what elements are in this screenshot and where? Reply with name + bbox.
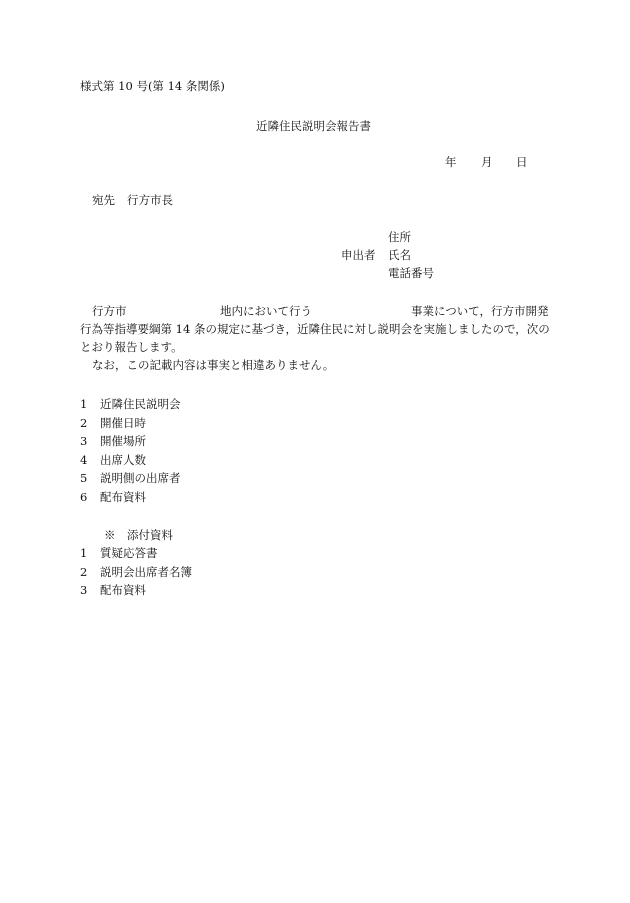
date-month-label: 月 xyxy=(481,155,493,169)
document-title: 近隣住民説明会報告書 xyxy=(256,119,371,133)
item-number: 5 xyxy=(80,471,88,485)
applicant-label: 申出者 xyxy=(341,248,376,262)
item-label: 開催日時 xyxy=(100,416,146,430)
item-row xyxy=(80,473,181,485)
item-label: 出席人数 xyxy=(100,453,146,467)
attachment-number: 1 xyxy=(80,546,88,560)
item-number: 3 xyxy=(80,434,88,448)
attachment-row xyxy=(80,567,192,579)
item-label: 近隣住民説明会 xyxy=(100,397,181,411)
item-row xyxy=(80,399,181,411)
attachment-label: 配布資料 xyxy=(100,583,146,597)
attachment-number: 2 xyxy=(80,565,88,579)
date-day-label: 日 xyxy=(516,155,528,169)
attachment-row xyxy=(80,585,146,597)
applicant-name-label: 氏名 xyxy=(388,248,411,262)
item-row xyxy=(80,436,146,448)
form-number: 様式第 10 号(第 14 条関係) xyxy=(80,79,225,93)
body-line-2: 行為等指導要綱第 14 条の規定に基づき，近隣住民に対し説明会を実施しましたので，次の xyxy=(80,322,550,336)
item-row xyxy=(80,455,146,467)
body-line-1c: 事業について，行方市開発 xyxy=(411,304,549,318)
item-label: 配布資料 xyxy=(100,490,146,504)
applicant-phone-label: 電話番号 xyxy=(388,266,434,280)
item-label: 説明側の出席者 xyxy=(100,471,181,485)
attachment-number: 3 xyxy=(80,583,88,597)
item-row xyxy=(80,492,146,504)
body-line-4: なお，この記載内容は事実と相違ありません。 xyxy=(92,358,335,372)
item-number: 1 xyxy=(80,397,88,411)
attachment-label: 説明会出席者名簿 xyxy=(100,565,192,579)
item-number: 2 xyxy=(80,416,88,430)
item-number: 6 xyxy=(80,490,88,504)
item-number: 4 xyxy=(80,453,88,467)
body-line-3: とおり報告します。 xyxy=(80,340,183,354)
addressee xyxy=(92,195,173,207)
addressee-label: 宛先 xyxy=(92,193,115,207)
body-line-1b: 地内において行う xyxy=(220,304,312,318)
attachment-label: 質疑応答書 xyxy=(100,546,158,560)
item-label: 開催場所 xyxy=(100,434,146,448)
body-line-1a: 行方市 xyxy=(92,304,127,318)
applicant-address-label: 住所 xyxy=(388,230,411,244)
date-year-label: 年 xyxy=(445,155,457,169)
item-row xyxy=(80,418,146,430)
addressee-name: 行方市長 xyxy=(127,193,173,207)
attachment-row xyxy=(80,548,158,560)
attachments-heading: ※ 添付資料 xyxy=(104,528,173,542)
